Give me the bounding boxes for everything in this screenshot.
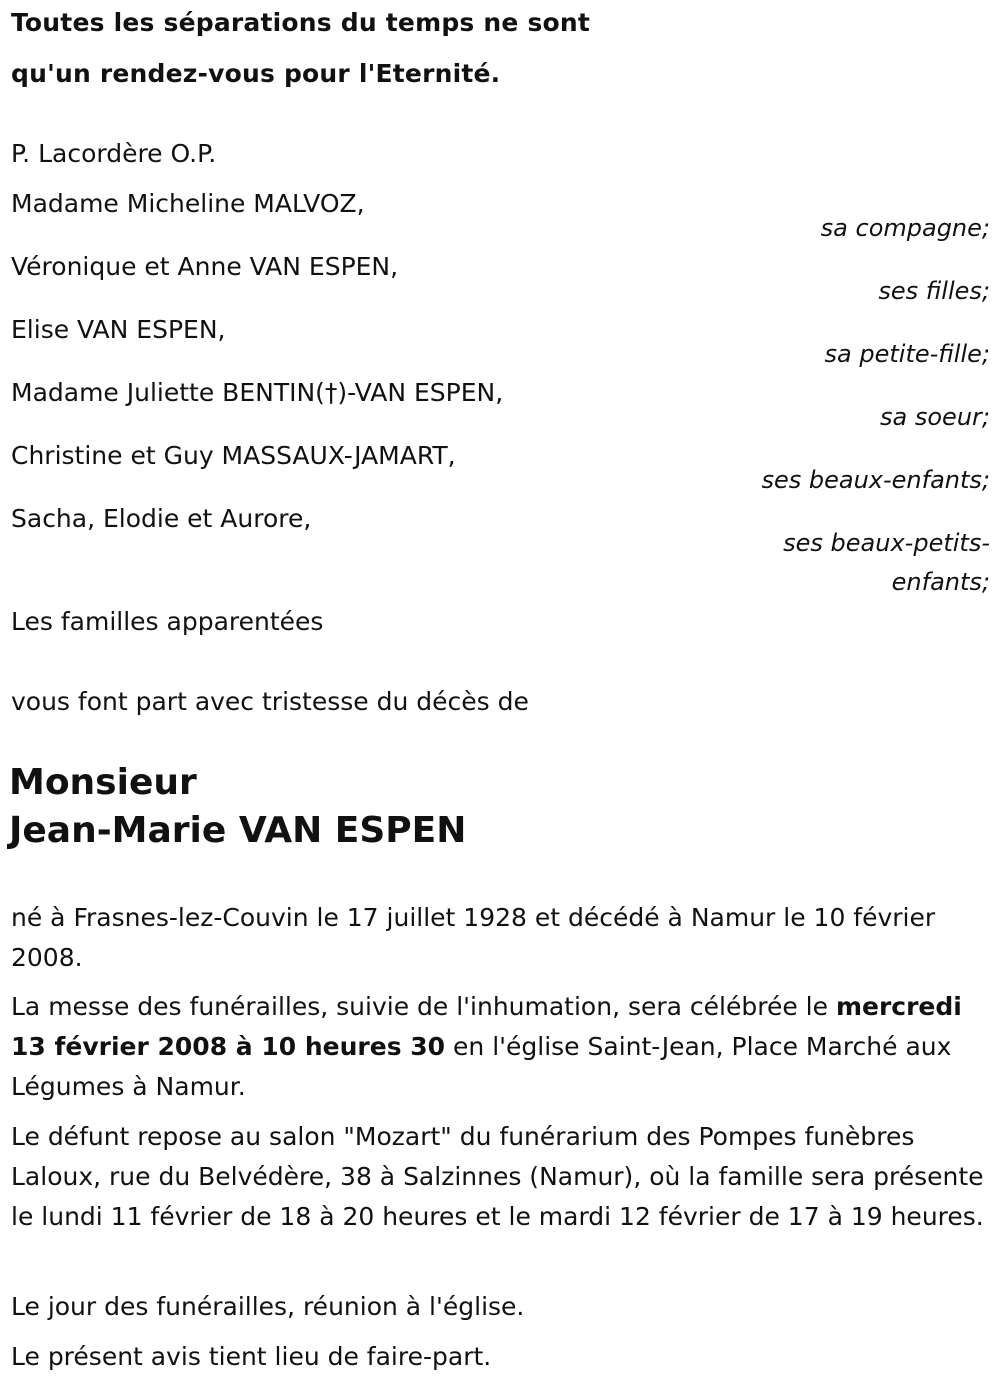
mourner-name: Elise VAN ESPEN, <box>11 315 226 344</box>
mourner-name: Madame Juliette BENTIN(†)-VAN ESPEN, <box>11 378 504 407</box>
birth-death-paragraph: né à Frasnes-lez-Couvin le 17 juillet 1928 et décédé à Namur le 10 février 2008. <box>11 903 936 972</box>
deceased-title: Monsieur <box>9 762 197 803</box>
mourner-name: Véronique et Anne VAN ESPEN, <box>11 252 399 281</box>
rest-paragraph: Le défunt repose au salon "Mozart" du funérarium des Pompes funèbres Laloux, rue du Belvédère, 38 à Salzinnes (Namur), où la famille sera présente le lundi 11 février de 18 à 20 heures et le mardi 12 février de 17 à 19 heures. <box>11 1122 984 1231</box>
mourner-relation: sa compagne; <box>820 214 990 242</box>
announcement-text: vous font part avec tristesse du décès de <box>11 687 529 716</box>
mourner-relation: sa petite-fille; <box>824 340 990 368</box>
funeral-paragraph <box>11 987 996 1107</box>
mourner-relation: ses beaux-enfants; <box>761 466 990 494</box>
mourner-relation: ses beaux-petits- <box>783 529 990 557</box>
mourner-name: Madame Micheline MALVOZ, <box>11 189 365 218</box>
mourner-relation: ses filles; <box>878 277 990 305</box>
funeral-date: mercredi 13 février 2008 à 10 heures 30 <box>11 992 962 1061</box>
mourner-name: Sacha, Elodie et Aurore, <box>11 504 312 533</box>
mourner-name: Christine et Guy MASSAUX-JAMART, <box>11 441 456 470</box>
quote-author: P. Lacordère O.P. <box>11 139 217 168</box>
notice-paragraph: Le présent avis tient lieu de faire-part. <box>11 1342 492 1371</box>
mourner-relation: sa soeur; <box>880 403 990 431</box>
quote-line-2: qu'un rendez-vous pour l'Eternité. <box>11 59 501 88</box>
deceased-name: Jean-Marie VAN ESPEN <box>9 810 467 851</box>
meeting-paragraph: Le jour des funérailles, réunion à l'église. <box>11 1292 525 1321</box>
quote-line-1: Toutes les séparations du temps ne sont <box>11 8 591 37</box>
funeral-place: en l'église Saint-Jean, Place Marché aux Légumes à Namur. <box>11 1032 952 1101</box>
mourner-relation: enfants; <box>891 568 990 596</box>
funeral-intro: La messe des funérailles, suivie de l'inhumation, sera célébrée le <box>11 992 836 1021</box>
families-text: Les familles apparentées <box>11 607 324 636</box>
